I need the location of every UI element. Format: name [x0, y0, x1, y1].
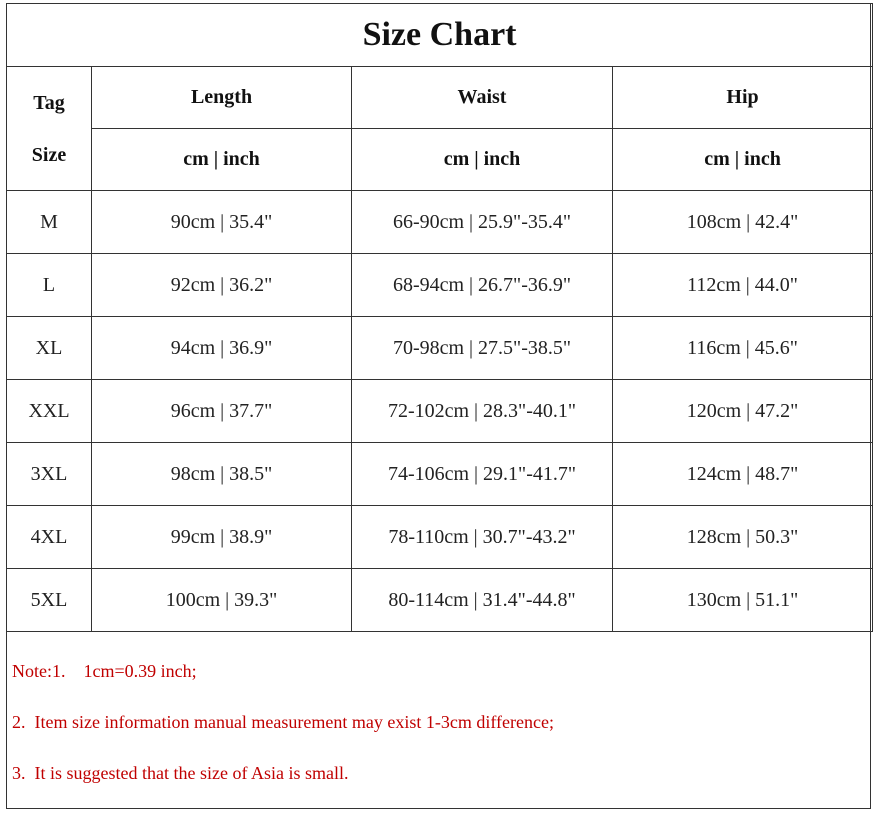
- size-cell: 4XL: [7, 506, 92, 569]
- length-cell: 96cm | 37.7": [92, 380, 352, 443]
- size-cell: XXL: [7, 380, 92, 443]
- length-cell: 99cm | 38.9": [92, 506, 352, 569]
- hip-cell: 124cm | 48.7": [613, 443, 873, 506]
- waist-cell: 80-114cm | 31.4"-44.8": [352, 569, 613, 632]
- hip-cell: 108cm | 42.4": [613, 191, 873, 254]
- table-row: [7, 569, 873, 632]
- table-row: [7, 506, 873, 569]
- hip-header: Hip: [613, 67, 873, 129]
- waist-header: Waist: [352, 67, 613, 129]
- size-cell: 5XL: [7, 569, 92, 632]
- waist-cell: 68-94cm | 26.7"-36.9": [352, 254, 613, 317]
- table-row: [7, 443, 873, 506]
- length-cell: 92cm | 36.2": [92, 254, 352, 317]
- hip-cell: 112cm | 44.0": [613, 254, 873, 317]
- length-cell: 90cm | 35.4": [92, 191, 352, 254]
- length-cell: 94cm | 36.9": [92, 317, 352, 380]
- length-cell: 100cm | 39.3": [92, 569, 352, 632]
- table-row: [7, 191, 873, 254]
- hip-cell: 130cm | 51.1": [613, 569, 873, 632]
- waist-cell: 72-102cm | 28.3"-40.1": [352, 380, 613, 443]
- size-cell: L: [7, 254, 92, 317]
- size-cell: XL: [7, 317, 92, 380]
- hip-cell: 128cm | 50.3": [613, 506, 873, 569]
- title-row: [7, 4, 873, 67]
- waist-cell: 78-110cm | 30.7"-43.2": [352, 506, 613, 569]
- hip-cell: 116cm | 45.6": [613, 317, 873, 380]
- waist-units: cm | inch: [352, 129, 613, 191]
- note-2: 2. Item size information manual measurement may exist 1-3cm difference;: [12, 712, 554, 732]
- note-3: 3. It is suggested that the size of Asia is small.: [12, 763, 349, 783]
- units-row: [7, 129, 873, 191]
- table-row: [7, 380, 873, 443]
- hip-units: cm | inch: [613, 129, 873, 191]
- length-header: Length: [92, 67, 352, 129]
- tag-size-header: [7, 67, 92, 191]
- hip-cell: 120cm | 47.2": [613, 380, 873, 443]
- waist-cell: 66-90cm | 25.9"-35.4": [352, 191, 613, 254]
- table-row: [7, 317, 873, 380]
- length-units: cm | inch: [92, 129, 352, 191]
- size-cell: 3XL: [7, 443, 92, 506]
- tag-size-header-line1: Tag: [33, 91, 65, 114]
- size-cell: M: [7, 191, 92, 254]
- length-cell: 98cm | 38.5": [92, 443, 352, 506]
- waist-cell: 70-98cm | 27.5"-38.5": [352, 317, 613, 380]
- table-row: [7, 254, 873, 317]
- waist-cell: 74-106cm | 29.1"-41.7": [352, 443, 613, 506]
- chart-title: Size Chart: [7, 4, 873, 67]
- note-1: Note:1. 1cm=0.39 inch;: [12, 661, 197, 681]
- tag-size-header-line2: Size: [31, 143, 67, 166]
- header-row: [7, 67, 873, 129]
- notes-section: [12, 648, 554, 801]
- size-chart-table: [6, 3, 873, 632]
